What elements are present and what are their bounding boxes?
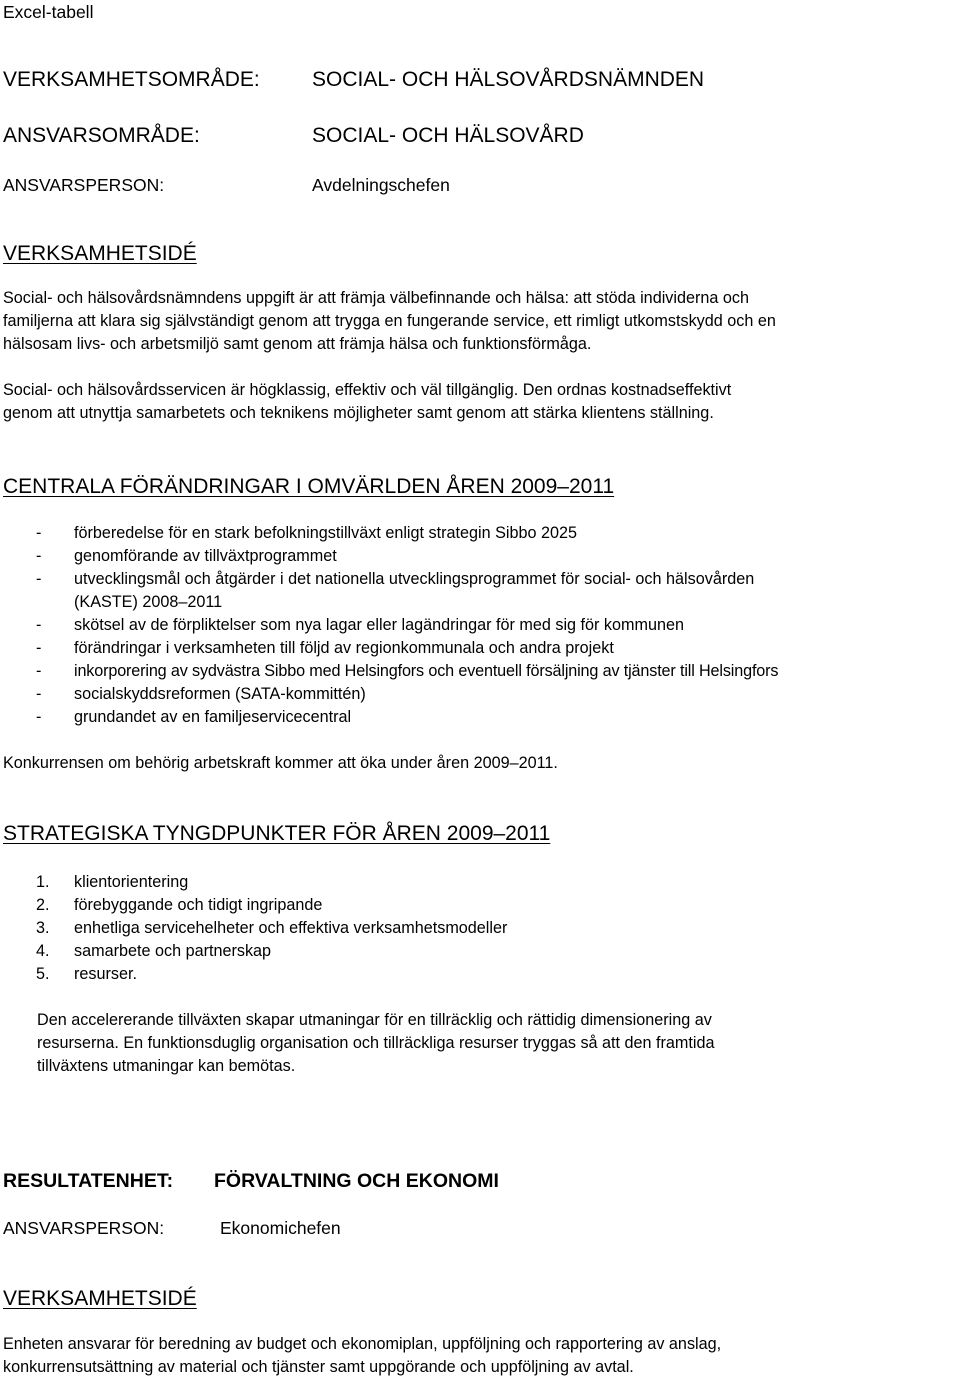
section-heading-changes: CENTRALA FÖRÄNDRINGAR I OMVÄRLDEN ÅREN 2009–2011 [3, 475, 615, 498]
list-marker: - [36, 685, 42, 703]
unit-label: RESULTATENHET: [3, 1170, 174, 1192]
list-item-text: grundandet av en familjeservicecentral [74, 708, 352, 726]
area-label: VERKSAMHETSOMRÅDE: [3, 68, 260, 91]
unit-person-label: ANSVARSPERSON: [3, 1218, 165, 1238]
paragraph-line: Social- och hälsovårdsnämndens uppgift är att främja välbefinnande och hälsa: att stöda individerna och [3, 289, 749, 307]
list-marker: - [36, 570, 42, 588]
list-item [0, 522, 960, 545]
strategy-list [0, 871, 960, 986]
list-marker: - [36, 547, 42, 565]
list-item-text: förebyggande och tidigt ingripande [74, 896, 323, 914]
list-item [0, 545, 960, 568]
resp-area-value: SOCIAL- OCH HÄLSOVÅRD [312, 124, 584, 147]
section-heading-unit-verksamhetside: VERKSAMHETSIDÉ [3, 1287, 197, 1310]
paragraph-line: hälsosam livs- och arbetsmiljö samt genom att främja hälsa och funktionsförmåga. [3, 335, 592, 353]
list-marker: 3. [36, 919, 50, 937]
list-item [0, 591, 960, 614]
paragraph-line: Den accelererande tillväxten skapar utmaningar för en tillräcklig och rättidig dimensionering av [37, 1011, 712, 1029]
list-item [0, 871, 960, 894]
list-item-text: samarbete och partnerskap [74, 942, 272, 960]
list-item-text: klientorientering [74, 873, 189, 891]
area-value: SOCIAL- OCH HÄLSOVÅRDSNÄMNDEN [312, 68, 705, 91]
list-marker: - [36, 662, 42, 680]
list-item-text: inkorporering av sydvästra Sibbo med Helsingfors och eventuell försäljning av tjänster till Helsingfors [74, 662, 779, 680]
list-marker: - [36, 616, 42, 634]
paragraph-line: genom att utnyttja samarbetets och teknikens möjligheter samt genom att stärka klientens ställning. [3, 404, 714, 422]
list-item-text: utvecklingsmål och åtgärder i det nationella utvecklingsprogrammet för social- och hälsovården [74, 570, 755, 588]
list-item [0, 568, 960, 591]
list-item-text: enhetliga servicehelheter och effektiva verksamhetsmodeller [74, 919, 508, 937]
section-heading-verksamhetside: VERKSAMHETSIDÉ [3, 242, 197, 265]
list-item [0, 917, 960, 940]
paragraph-line: resurserna. En funktionsduglig organisation och tillräckliga resurser tryggas så att den framtida [37, 1034, 715, 1052]
list-marker: 5. [36, 965, 50, 983]
list-item-text: socialskyddsreformen (SATA-kommittén) [74, 685, 366, 703]
paragraph-line: konkurrensutsättning av material och tjänster samt uppgörande och uppföljning av avtal. [3, 1358, 634, 1376]
list-item-text: förberedelse för en stark befolkningstillväxt enligt strategin Sibbo 2025 [74, 524, 578, 542]
list-item [0, 683, 960, 706]
list-item [0, 660, 960, 683]
unit-person-value: Ekonomichefen [220, 1218, 341, 1238]
list-marker: 1. [36, 873, 50, 891]
list-marker: - [36, 708, 42, 726]
list-marker: 4. [36, 942, 50, 960]
list-item [0, 894, 960, 917]
list-item-text: förändringar i verksamheten till följd av regionkommunala och andra projekt [74, 639, 614, 657]
list-item-text: resurser. [74, 965, 137, 983]
list-item [0, 706, 960, 729]
list-item [0, 637, 960, 660]
changes-note: Konkurrensen om behörig arbetskraft kommer att öka under åren 2009–2011. [3, 754, 558, 772]
changes-list [0, 522, 960, 729]
paragraph-line: Enheten ansvarar för beredning av budget och ekonomiplan, uppföljning och rapportering av anslag, [3, 1335, 722, 1353]
list-item [0, 963, 960, 986]
list-item-text: (KASTE) 2008–2011 [74, 593, 223, 611]
resp-person-value: Avdelningschefen [312, 175, 450, 195]
resp-person-label: ANSVARSPERSON: [3, 175, 165, 195]
paragraph-line: tillväxtens utmaningar kan bemötas. [37, 1057, 296, 1075]
list-marker: - [36, 639, 42, 657]
resp-area-label: ANSVARSOMRÅDE: [3, 124, 200, 147]
list-item [0, 614, 960, 637]
list-marker: - [36, 524, 42, 542]
list-marker: 2. [36, 896, 50, 914]
paragraph-line: Social- och hälsovårdsservicen är högklassig, effektiv och väl tillgänglig. Den ordnas kostnadseffektivt [3, 381, 732, 399]
document-title: Excel-tabell [3, 2, 94, 22]
list-item-text: skötsel av de förpliktelser som nya lagar eller lagändringar för med sig för kommunen [74, 616, 685, 634]
list-item-text: genomförande av tillväxtprogrammet [74, 547, 337, 565]
list-item [0, 940, 960, 963]
unit-value: FÖRVALTNING OCH EKONOMI [214, 1170, 499, 1192]
section-heading-strategy: STRATEGISKA TYNGDPUNKTER FÖR ÅREN 2009–2011 [3, 822, 551, 845]
paragraph-line: familjerna att klara sig självständigt genom att trygga en fungerande service, ett rimligt utkomstskydd och en [3, 312, 776, 330]
